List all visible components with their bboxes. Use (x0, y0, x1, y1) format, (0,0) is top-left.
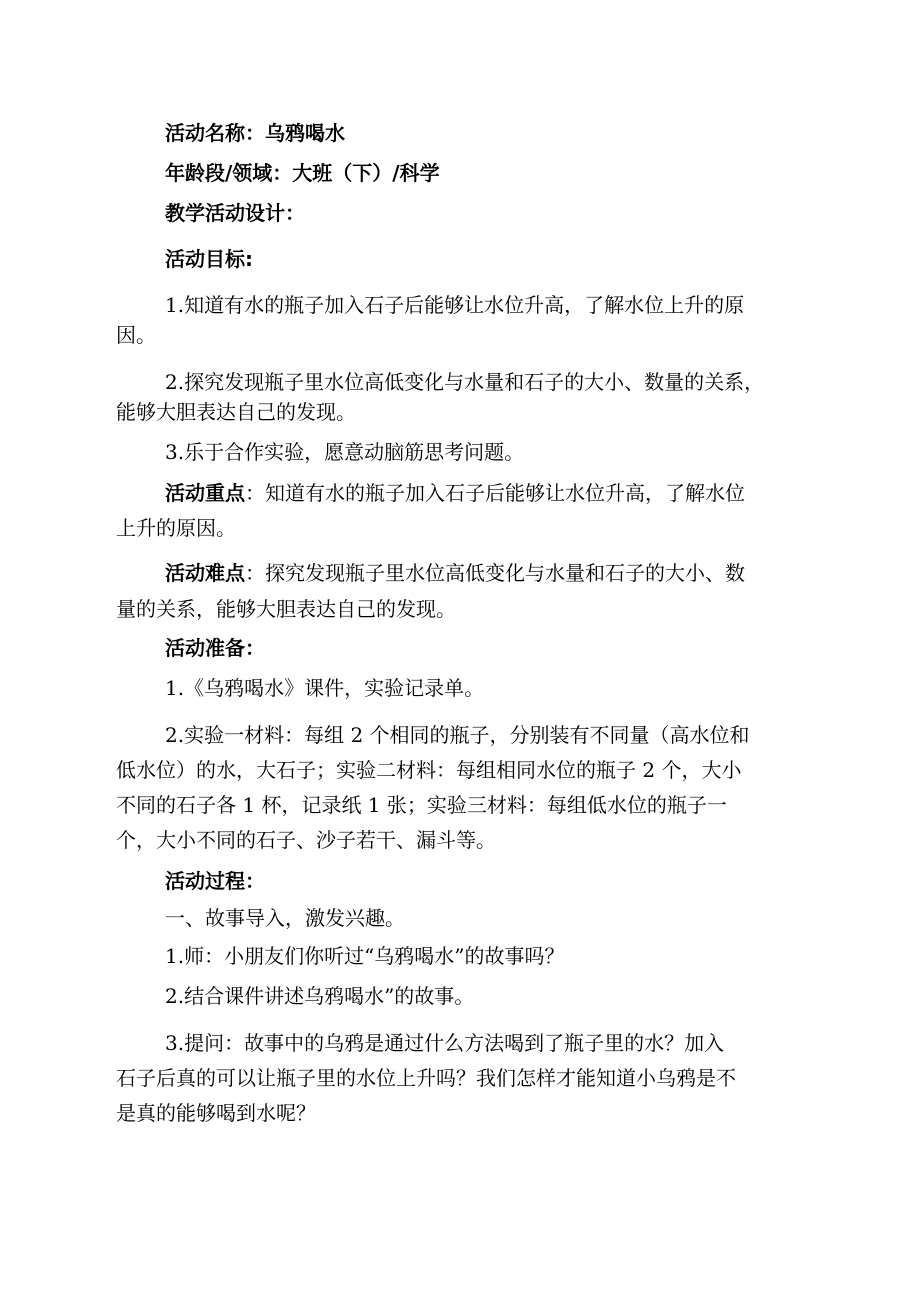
key-point-text: ：知道有水的瓶子加入石子后能够让水位升高，了解水位 (245, 481, 745, 505)
difficulty-line-1 (165, 560, 745, 586)
prep-2-line-3: 不同的石子各 1 杯，记录纸 1 张；实验三材料：每组低水位的瓶子一 (116, 793, 727, 817)
goal-2-line-1: 2.探究发现瓶子里水位高低变化与水量和石子的大小、数量的关系， (165, 370, 765, 394)
key-point-label: 活动重点 (165, 481, 245, 505)
activity-name: 活动名称：乌鸦喝水 (165, 121, 345, 145)
goal-1-line-1: 1.知道有水的瓶子加入石子后能够让水位升高，了解水位上升的原 (165, 293, 745, 317)
difficulty-text: ：探究发现瓶子里水位高低变化与水量和石子的大小、数 (245, 561, 745, 585)
key-point-line-2: 上升的原因。 (116, 516, 236, 540)
prep-2-line-2: 低水位）的水，大石子；实验二材料：每组相同水位的瓶子 2 个，大小 (116, 758, 742, 782)
prep-2-line-4: 个，大小不同的石子、沙子若干、漏斗等。 (116, 828, 496, 852)
difficulty-label: 活动难点 (165, 561, 245, 585)
prep-2-line-1: 2.实验一材料：每组 2 个相同的瓶子，分别装有不同量（高水位和 (165, 723, 750, 747)
goal-1-line-2: 因。 (116, 323, 156, 347)
goal-3: 3.乐于合作实验，愿意动脑筋思考问题。 (165, 440, 525, 464)
goal-2-line-2: 能够大胆表达自己的发现。 (116, 400, 356, 424)
process-item-2: 2.结合课件讲述乌鸦喝水”的故事。 (165, 984, 475, 1008)
prep-1: 1.《乌鸦喝水》课件，实验记录单。 (165, 676, 485, 700)
key-point-line-1 (165, 480, 745, 506)
age-domain: 年龄段/领域：大班（下）/科学 (165, 161, 440, 185)
process-item-3-line-1: 3.提问：故事中的乌鸦是通过什么方法喝到了瓶子里的水？加入 (165, 1031, 725, 1055)
process-title: 活动过程： (165, 869, 265, 893)
process-item-3-line-3: 是真的能够喝到水呢？ (116, 1101, 316, 1125)
process-item-1: 1.师：小朋友们你听过“乌鸦喝水”的故事吗？ (165, 944, 565, 968)
design-title: 教学活动设计： (165, 201, 305, 225)
preparation-title: 活动准备： (165, 636, 265, 660)
process-item-3-line-2: 石子后真的可以让瓶子里的水位上升吗？我们怎样才能知道小乌鸦是不 (116, 1066, 736, 1090)
goals-title: 活动目标: (165, 247, 253, 271)
process-section-1: 一、故事导入，激发兴趣。 (165, 906, 405, 930)
difficulty-line-2: 量的关系，能够大胆表达自己的发现。 (116, 597, 456, 621)
